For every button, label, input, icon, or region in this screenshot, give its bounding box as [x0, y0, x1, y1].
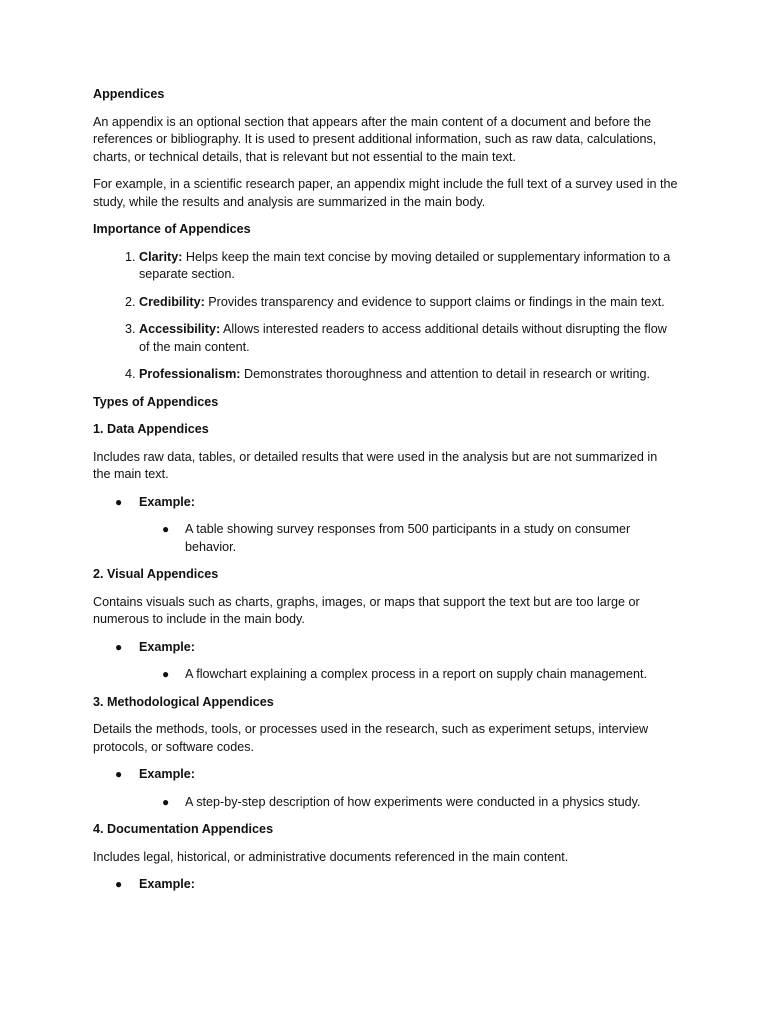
example-bullet: [93, 494, 678, 512]
importance-term: Credibility:: [139, 294, 205, 309]
bullet-icon: ●: [162, 667, 170, 681]
bullet-icon: ●: [115, 877, 123, 891]
document-page: [93, 86, 678, 904]
example-text: A flowchart explaining a complex process in a report on supply chain management.: [185, 667, 648, 681]
example-paragraph: For example, in a scientific research paper, an appendix might include the full text of a survey used in the study, while the results and analysis are summarized in the main body.: [93, 177, 678, 209]
importance-text: Demonstrates thoroughness and attention to detail in research or writing.: [240, 367, 651, 381]
importance-item-professionalism: [139, 366, 678, 384]
importance-list: [93, 249, 678, 384]
bullet-icon: ●: [115, 767, 123, 781]
example-label: Example:: [139, 494, 195, 509]
section-heading-methodological: 3. Methodological Appendices: [93, 694, 274, 709]
importance-item-credibility: [139, 294, 678, 312]
example-bullet: [93, 766, 678, 784]
importance-term: Professionalism:: [139, 367, 241, 381]
example-subbullet: [93, 666, 678, 684]
example-text: A table showing survey responses from 500 participants in a study on consumer behavior.: [185, 522, 631, 554]
importance-term: Accessibility:: [139, 322, 221, 336]
intro-paragraph: An appendix is an optional section that appears after the main content of a document and before the references or bibliography. It is used to present additional information, such as raw data, calculations, charts, or technical details, that is relevant but not essential to the main text.: [93, 114, 657, 164]
section-description-visual: Contains visuals such as charts, graphs, images, or maps that support the text but are too large or numerous to include in the main body.: [93, 594, 640, 626]
section-heading-documentation: 4. Documentation Appendices: [93, 822, 274, 836]
importance-text: Allows interested readers to access additional details without disrupting the flow of the main content.: [139, 322, 667, 354]
example-subbullet: [93, 521, 678, 556]
importance-item-accessibility: [139, 321, 678, 356]
importance-text: Provides transparency and evidence to support claims or findings in the main text.: [204, 294, 665, 309]
example-label: Example:: [139, 767, 195, 781]
bullet-icon: ●: [162, 794, 170, 809]
section-heading-data: 1. Data Appendices: [93, 422, 209, 436]
example-subbullet: [93, 794, 678, 812]
importance-heading: Importance of Appendices: [93, 222, 251, 236]
bullet-icon: ●: [115, 639, 123, 654]
importance-term: Clarity:: [139, 249, 183, 264]
example-bullet: [93, 639, 678, 657]
section-description-data: Includes raw data, tables, or detailed results that were used in the analysis but are not summarized in the main text.: [93, 449, 658, 481]
section-heading-visual: 2. Visual Appendices: [93, 567, 219, 581]
example-text: A step-by-step description of how experiments were conducted in a physics study.: [185, 794, 641, 809]
page-title: Appendices: [93, 87, 165, 101]
importance-item-clarity: [139, 249, 678, 284]
types-heading: Types of Appendices: [93, 394, 219, 409]
section-description-methodological: Details the methods, tools, or processes used in the research, such as experiment setups, interview protocols, or software codes.: [93, 722, 649, 754]
example-label: Example:: [139, 639, 195, 654]
example-bullet: [93, 876, 678, 894]
bullet-icon: ●: [162, 522, 170, 536]
section-description-documentation: Includes legal, historical, or administrative documents referenced in the main content.: [93, 849, 569, 864]
example-label: Example:: [139, 877, 195, 891]
importance-text: Helps keep the main text concise by moving detailed or supplementary information to a separate section.: [139, 249, 671, 281]
bullet-icon: ●: [115, 494, 123, 509]
